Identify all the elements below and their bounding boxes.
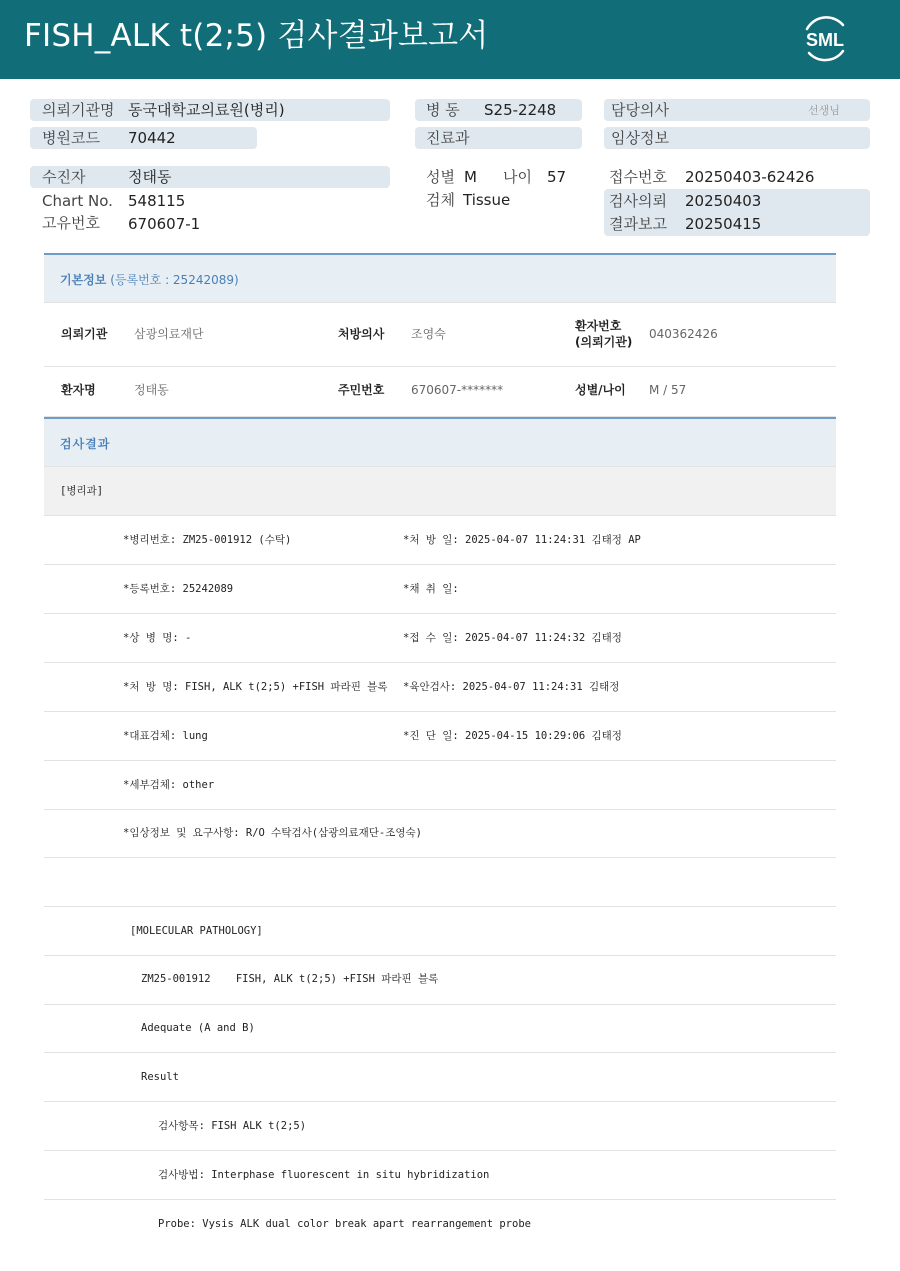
probe: Probe: Vysis ALK dual color break apart rearrangement probe bbox=[158, 1218, 531, 1230]
basic-info-row-2 bbox=[44, 367, 836, 417]
rrn-value: 670607-******* bbox=[411, 383, 504, 397]
request-date-value: 20250403 bbox=[685, 192, 762, 210]
result-row-2 bbox=[44, 565, 836, 614]
pathology-no: *병리번호: ZM25-001912 (수탁) bbox=[123, 534, 292, 546]
org-label: 의뢰기관 bbox=[61, 327, 108, 341]
molecular-row-5 bbox=[44, 1102, 836, 1151]
basic-info-title: 기본정보 bbox=[60, 273, 107, 287]
report-title: FISH_ALK t(2;5) 검사결과보고서 bbox=[24, 18, 489, 54]
unique-no-label: 고유번호 bbox=[42, 214, 100, 232]
receipt-date: *접 수 일: 2025-04-07 11:24:32 김태정 bbox=[403, 632, 622, 644]
test-item: 검사항목: FISH ALK t(2;5) bbox=[158, 1120, 307, 1132]
sex-age-value: M / 57 bbox=[649, 383, 687, 397]
prescription-date: *처 방 일: 2025-04-07 11:24:31 김태정 AP bbox=[403, 534, 641, 546]
molecular-row-3 bbox=[44, 1005, 836, 1053]
prescriber-value: 조영숙 bbox=[411, 327, 446, 341]
clinical-request: *임상정보 및 요구사항: R/O 수탁검사(삼광의료재단-조영숙) bbox=[123, 827, 423, 839]
org-value: 삼광의료재단 bbox=[134, 327, 204, 341]
sml-logo bbox=[797, 13, 853, 65]
request-date-label: 검사의뢰 bbox=[609, 192, 667, 210]
rrn-label: 주민번호 bbox=[338, 383, 385, 397]
specimen-value: Tissue bbox=[463, 191, 511, 209]
clinical-info-label: 임상정보 bbox=[611, 129, 669, 147]
chart-no-label: Chart No. bbox=[42, 192, 113, 210]
patient-value: 정태동 bbox=[128, 168, 172, 186]
logo-text: SML bbox=[806, 30, 844, 50]
result-row-7 bbox=[44, 810, 836, 858]
prescription-name: *처 방 명: FISH, ALK t(2;5) +FISH 파라핀 블록 bbox=[123, 681, 388, 693]
dept-row bbox=[44, 467, 836, 516]
basic-info-reg-no: (등록번호 : 25242089) bbox=[110, 273, 239, 287]
receipt-no-value: 20250403-62426 bbox=[685, 168, 815, 186]
gross-exam-date: *육안검사: 2025-04-07 11:24:31 김태정 bbox=[403, 681, 620, 693]
result-row-5 bbox=[44, 712, 836, 761]
diagnosis-name: *상 병 명: - bbox=[123, 632, 192, 644]
results-header bbox=[44, 417, 836, 467]
result-row-blank bbox=[44, 858, 836, 907]
chart-no-value: 548115 bbox=[128, 192, 186, 210]
molecular-row-7 bbox=[44, 1200, 836, 1240]
detail-specimen: *세부검체: other bbox=[123, 779, 215, 791]
name-value: 정태동 bbox=[134, 383, 169, 397]
result-row-1 bbox=[44, 516, 836, 565]
receipt-no-label: 접수번호 bbox=[609, 168, 667, 186]
test-method: 검사방법: Interphase fluorescent in situ hybridization bbox=[158, 1169, 490, 1181]
sex-age-label: 성별/나이 bbox=[575, 383, 626, 397]
ward-value: S25-2248 bbox=[484, 101, 557, 119]
report-date-value: 20250415 bbox=[685, 215, 762, 233]
prescriber-label: 처방의사 bbox=[338, 327, 385, 341]
patient-no-label-2: (의뢰기관) bbox=[575, 335, 633, 349]
report-date-label: 결과보고 bbox=[609, 215, 667, 233]
main-specimen: *대표검체: lung bbox=[123, 730, 208, 742]
diagnosis-date: *진 단 일: 2025-04-15 10:29:06 김태정 bbox=[403, 730, 622, 742]
referring-org-value: 동국대학교의료원(병리) bbox=[128, 101, 285, 119]
molecular-row-6 bbox=[44, 1151, 836, 1200]
name-label: 환자명 bbox=[61, 383, 96, 397]
dept-label: 진료과 bbox=[426, 129, 470, 147]
report-banner bbox=[0, 0, 900, 79]
molecular-row-2 bbox=[44, 956, 836, 1005]
molecular-case: ZM25-001912 FISH, ALK t(2;5) +FISH 파라핀 블록 bbox=[141, 973, 439, 985]
result-row-4 bbox=[44, 663, 836, 712]
doctor-label: 담당의사 bbox=[611, 101, 669, 119]
age-value: 57 bbox=[547, 168, 567, 186]
molecular-row-4 bbox=[44, 1053, 836, 1102]
result-row-6 bbox=[44, 761, 836, 810]
collection-date: *채 취 일: bbox=[403, 583, 459, 595]
patient-no-label-1: 환자번호 bbox=[575, 319, 622, 333]
hospital-code-value: 70442 bbox=[128, 129, 176, 147]
molecular-row-1 bbox=[44, 907, 836, 956]
hospital-code-label: 병원코드 bbox=[42, 129, 100, 147]
results-title: 검사결과 bbox=[60, 437, 111, 451]
result-row-3 bbox=[44, 614, 836, 663]
basic-info-row-1 bbox=[44, 303, 836, 367]
registration-no: *등록번호: 25242089 bbox=[123, 583, 234, 595]
sex-value: M bbox=[464, 168, 477, 186]
dept-label: [병리과] bbox=[60, 485, 104, 497]
patient-label: 수진자 bbox=[42, 168, 86, 186]
basic-info-header bbox=[44, 253, 836, 303]
ward-label: 병 동 bbox=[426, 101, 460, 119]
adequacy: Adequate (A and B) bbox=[141, 1022, 255, 1034]
doctor-suffix: 선생님 bbox=[808, 104, 840, 117]
unique-no-value: 670607-1 bbox=[128, 215, 201, 233]
molecular-heading: [MOLECULAR PATHOLOGY] bbox=[130, 925, 263, 937]
age-label: 나이 bbox=[503, 168, 532, 186]
patient-no-value: 040362426 bbox=[649, 327, 718, 341]
specimen-label: 검체 bbox=[426, 191, 455, 209]
result-heading: Result bbox=[141, 1071, 179, 1083]
sex-label: 성별 bbox=[426, 168, 455, 186]
referring-org-label: 의뢰기관명 bbox=[42, 101, 115, 119]
